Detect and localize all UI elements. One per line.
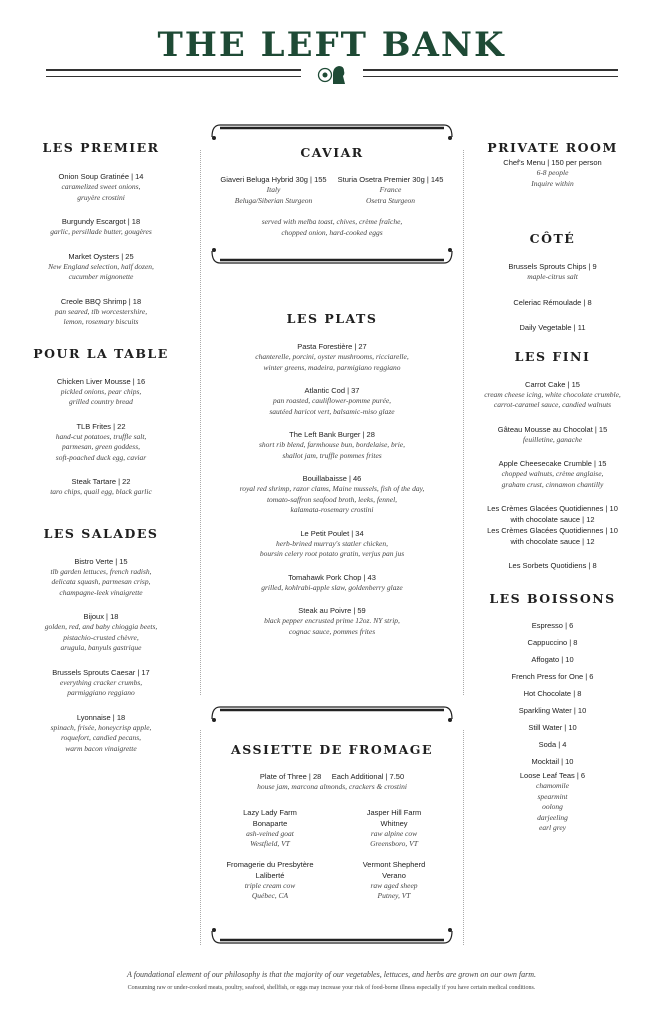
cheese-item <box>334 859 454 902</box>
cheese-farm: Fromagerie du Presbytère <box>226 859 314 869</box>
item-desc: winter greens, madeira, parmigiano reggiano <box>263 362 401 372</box>
cheese-item <box>210 859 330 902</box>
menu-item <box>210 528 454 560</box>
item-desc: pickled onions, pear chips, <box>60 386 142 396</box>
caviar-item <box>216 174 331 206</box>
bear-emblem-icon <box>316 62 348 86</box>
drink-item: Still Water | 10 <box>528 723 577 732</box>
right-column <box>470 140 635 834</box>
menu-item <box>210 341 454 373</box>
tea-item: darjeeling <box>537 812 568 822</box>
menu-item <box>470 297 635 308</box>
menu-item <box>210 385 454 417</box>
item-desc: graham crust, cinnamon chantilly <box>501 479 604 489</box>
item-desc: France <box>379 185 402 194</box>
caviar-bracket-bottom <box>210 245 454 265</box>
menu-item <box>20 421 182 464</box>
drink-item: Hot Chocolate | 8 <box>523 689 582 698</box>
item-name: Les Crèmes Glacées Quotidiennes | 10 with chocolate sauce | 12 <box>487 504 618 524</box>
plats-section <box>210 311 454 637</box>
item-desc: pistachio-crusted chèvre, <box>63 632 139 642</box>
menu-item <box>20 667 182 699</box>
item-desc: grilled country bread <box>69 397 133 406</box>
item-desc: short rib blend, farmhouse bun, bordelaise, brie, <box>259 440 405 449</box>
drink-item: French Press for One | 6 <box>511 672 594 681</box>
cheese-desc: raw aged sheep <box>370 880 418 890</box>
rule-left <box>46 69 301 77</box>
fromage-title: ASSIETTE DE FROMAGE <box>231 742 433 757</box>
menu-item <box>20 216 182 238</box>
cheese-origin: Westfield, VT <box>250 839 290 848</box>
item-desc: arugula, banyuls gastrique <box>60 643 142 652</box>
item-desc: maple-citrus salt <box>527 272 578 281</box>
item-desc: tomato-saffron seafood broth, leeks, fennel, <box>266 494 398 504</box>
item-desc: cream cheese icing, white chocolate crumble, <box>484 389 621 399</box>
item-desc: royal red shrimp, razor clams, Maine mussels, fish of the day, <box>239 484 425 493</box>
fromage-section <box>210 742 454 907</box>
menu-item <box>470 503 635 547</box>
cheese-farm: Jasper Hill Farm <box>366 807 422 817</box>
menu-item <box>20 171 182 203</box>
item-desc: carrot-caramel sauce, candied walnuts <box>493 400 612 409</box>
tea-name: Loose Leaf Teas | 6 <box>519 771 586 780</box>
drink-item: Cappuccino | 8 <box>527 638 578 647</box>
menu-item <box>20 376 182 408</box>
item-desc: golden, red, and baby chioggia beets, <box>44 622 158 631</box>
item-name: Tomahawk Pork Chop | 43 <box>288 572 376 582</box>
drink-item: Affogato | 10 <box>531 655 574 664</box>
item-desc: Italy <box>266 185 281 194</box>
item-desc: roquefort, candied pecans, <box>60 733 142 742</box>
cheese-name: Verano <box>382 870 406 880</box>
menu-item <box>470 458 635 490</box>
drink-item: Soda | 4 <box>538 740 567 749</box>
drink-item: Sparkling Water | 10 <box>518 706 587 715</box>
item-name: Onion Soup Gratinée | 14 <box>58 172 144 181</box>
menu-item <box>210 473 454 516</box>
cheese-grid <box>210 807 454 907</box>
cheese-desc: raw alpine cow <box>370 828 418 838</box>
cheese-name: Bonaparte <box>252 818 288 828</box>
item-name: Pasta Forestière | 27 <box>297 342 367 351</box>
menu-item <box>20 251 182 283</box>
cheese-item <box>210 807 330 850</box>
fromage-price: Plate of Three | 28 Each Additional | 7.50 <box>259 772 405 781</box>
item-desc: herb-brined murray's statler chicken, <box>276 538 388 548</box>
item-name: Brussels Sprouts Caesar | 17 <box>52 667 150 677</box>
item-name: Giaveri Beluga Hybrid 30g | 155 <box>220 175 327 184</box>
restaurant-title: THE LEFT BANK <box>157 25 506 65</box>
menu-item <box>20 296 182 328</box>
item-desc: soft-poached duck egg, caviar <box>55 452 147 462</box>
item-desc: chanterelle, porcini, oyster mushrooms, ricciarelle, <box>255 352 409 361</box>
cheese-desc: triple cream cow <box>244 880 296 890</box>
menu-item <box>20 611 182 654</box>
item-name: Brussels Sprouts Chips | 9 <box>508 262 597 271</box>
item-desc: shallot jam, truffle pommes frites <box>282 450 382 460</box>
item-desc: cognac sauce, pommes frites <box>288 626 376 636</box>
item-desc: grilled, kohlrabi-apple slaw, goldenberry glaze <box>261 582 403 592</box>
boissons-title: LES BOISSONS <box>489 591 616 606</box>
item-name: Sturia Osetra Premier 30g | 145 <box>337 175 444 184</box>
menu-item <box>470 424 635 446</box>
cheese-name: Laliberté <box>255 870 285 880</box>
tea-item: earl grey <box>538 823 566 832</box>
cote-title: CÔTÉ <box>529 231 576 246</box>
cheese-name: Whitney <box>380 818 408 828</box>
rule-right <box>363 69 618 77</box>
item-desc: kalamata-rosemary crostini <box>290 505 374 514</box>
item-name: Steak Tartare | 22 <box>71 477 131 486</box>
item-desc: sautéed haricot vert, balsamic-miso glaze <box>269 406 395 416</box>
item-desc: chopped walnuts, crème anglaise, <box>501 469 604 478</box>
item-desc: lemon, rosemary biscuits <box>63 317 139 326</box>
item-name: Burgundy Escargot | 18 <box>61 217 141 226</box>
menu-item <box>20 556 182 599</box>
menu-item <box>470 379 635 411</box>
item-name: Bijoux | 18 <box>83 612 119 621</box>
private-desc: 6-8 people <box>536 168 569 177</box>
fini-title: LES FINI <box>514 348 591 364</box>
item-desc: pan seared, tlb worcestershire, <box>54 306 148 316</box>
item-name: The Left Bank Burger | 28 <box>289 430 375 439</box>
item-desc: cucumber mignonette <box>68 272 134 281</box>
item-desc: taro chips, quail egg, black garlic <box>50 487 152 496</box>
item-name: TLB Frites | 22 <box>76 421 126 431</box>
cheese-origin: Greensboro, VT <box>370 839 418 848</box>
menu-item <box>210 572 454 594</box>
item-desc: New England selection, half dozen, <box>48 261 154 271</box>
title-rule <box>46 66 618 84</box>
footer-philosophy: A foundational element of our philosophy is that the majority of our vegetables, lettuces, and herbs are grown on our own farm. <box>126 970 536 979</box>
plats-title: LES PLATS <box>286 311 378 326</box>
item-desc: gruyère crostini <box>77 192 125 202</box>
tea-item: spearmint <box>537 791 568 801</box>
private-desc: Inquire within <box>531 178 574 188</box>
item-name: Bouillabaisse | 46 <box>302 474 362 483</box>
salades-title: LES SALADES <box>43 525 159 541</box>
cheese-item <box>334 807 454 850</box>
item-name: Bistro Verte | 15 <box>74 556 128 566</box>
menu-item <box>470 261 635 283</box>
divider-right <box>463 150 464 695</box>
item-name: Lyonnaise | 18 <box>76 712 126 722</box>
item-desc: tlb garden lettuces, french radish, <box>50 566 152 576</box>
menu-item <box>470 322 635 333</box>
item-desc: caramelized sweet onions, <box>61 182 141 191</box>
item-name: Le Petit Poulet | 34 <box>300 528 364 538</box>
divider-left <box>200 150 201 695</box>
drink-item: Espresso | 6 <box>531 621 574 630</box>
table-title: POUR LA TABLE <box>33 345 169 361</box>
item-name: Chicken Liver Mousse | 16 <box>56 376 146 386</box>
private-name: Chef's Menu | 150 per person <box>503 158 602 167</box>
item-name: Les Sorbets Quotidiens | 8 <box>508 561 597 570</box>
item-name: Les Crèmes Glacées Quotidiennes | 10 with chocolate sauce | 12 <box>487 526 618 546</box>
footer-warning: Consuming raw or under-cooked meats, poultry, seafood, shellfish, or eggs may increase your risk of food-borne illness especially if you have certain medical conditions. <box>127 985 536 991</box>
tea-item: chamomile <box>536 781 569 790</box>
item-desc: spinach, frisée, honeycrisp apple, <box>50 722 152 732</box>
item-desc: hand-cut potatoes, truffle salt, <box>55 431 147 441</box>
caviar-bracket-top <box>210 123 454 143</box>
fromage-desc: house jam, marcona almonds, crackers & crostini <box>257 782 407 791</box>
item-name: Atlantic Cod | 37 <box>304 386 360 395</box>
premier-title: LES PREMIER <box>42 140 160 155</box>
menu-item <box>20 712 182 755</box>
item-desc: everything cracker crumbs, <box>59 677 143 687</box>
cheese-origin: Putney, VT <box>377 891 411 900</box>
caviar-section <box>210 145 454 238</box>
caviar-note: served with melba toast, chives, crème fraîche, <box>261 217 403 226</box>
item-desc: black pepper encrusted prime 12oz. NY strip, <box>264 616 400 625</box>
item-desc: pan roasted, cauliflower-pomme purée, <box>272 396 392 405</box>
item-desc: parmesan, green goddess, <box>61 442 141 451</box>
cheese-farm: Lazy Lady Farm <box>243 807 297 817</box>
item-desc: garlic, persillade butter, gougères <box>50 227 152 236</box>
menu-item <box>20 476 182 498</box>
item-name: Daily Vegetable | 11 <box>519 322 586 332</box>
cheese-farm: Vermont Shepherd <box>362 859 426 869</box>
item-desc: champagne-leek vinaigrette <box>59 587 143 597</box>
drink-item: Mocktail | 10 <box>531 757 574 766</box>
divider-right-lower <box>463 730 464 945</box>
item-name: Creole BBQ Shrimp | 18 <box>60 296 142 306</box>
cheese-desc: ash-veined goat <box>246 828 294 838</box>
item-name: Gâteau Mousse au Chocolat | 15 <box>497 424 608 434</box>
item-desc: delicata squash, parmesan crisp, <box>51 577 151 586</box>
menu-item <box>210 429 454 461</box>
menu-item <box>210 605 454 637</box>
caviar-item <box>333 174 448 206</box>
menu-item <box>470 560 635 571</box>
item-name: Steak au Poivre | 59 <box>298 606 366 615</box>
fromage-bracket-bottom <box>210 925 454 945</box>
fromage-bracket-top <box>210 705 454 725</box>
private-title: PRIVATE ROOM <box>487 140 618 155</box>
tea-item: oolong <box>542 802 563 811</box>
item-desc: boursin celery root potato gratin, verjus pan jus <box>259 549 405 558</box>
item-desc: parmiggiano reggiano <box>67 688 135 697</box>
caviar-note: chopped onion, hard-cooked eggs <box>281 227 383 237</box>
item-name: Carrot Cake | 15 <box>525 379 580 389</box>
item-name: Celeriac Rémoulade | 8 <box>513 297 592 307</box>
item-desc: Osetra Sturgeon <box>365 195 416 205</box>
item-desc: warm bacon vinaigrette <box>65 743 137 753</box>
item-name: Market Oysters | 25 <box>68 251 134 261</box>
item-desc: Beluga/Siberian Sturgeon <box>234 195 313 205</box>
left-column <box>20 140 182 754</box>
caviar-title: CAVIAR <box>300 145 364 160</box>
divider-left-lower <box>200 730 201 945</box>
item-name: Apple Cheesecake Crumble | 15 <box>498 459 607 468</box>
cheese-origin: Québec, CA <box>251 891 289 900</box>
item-desc: feuilletine, ganache <box>522 434 583 444</box>
